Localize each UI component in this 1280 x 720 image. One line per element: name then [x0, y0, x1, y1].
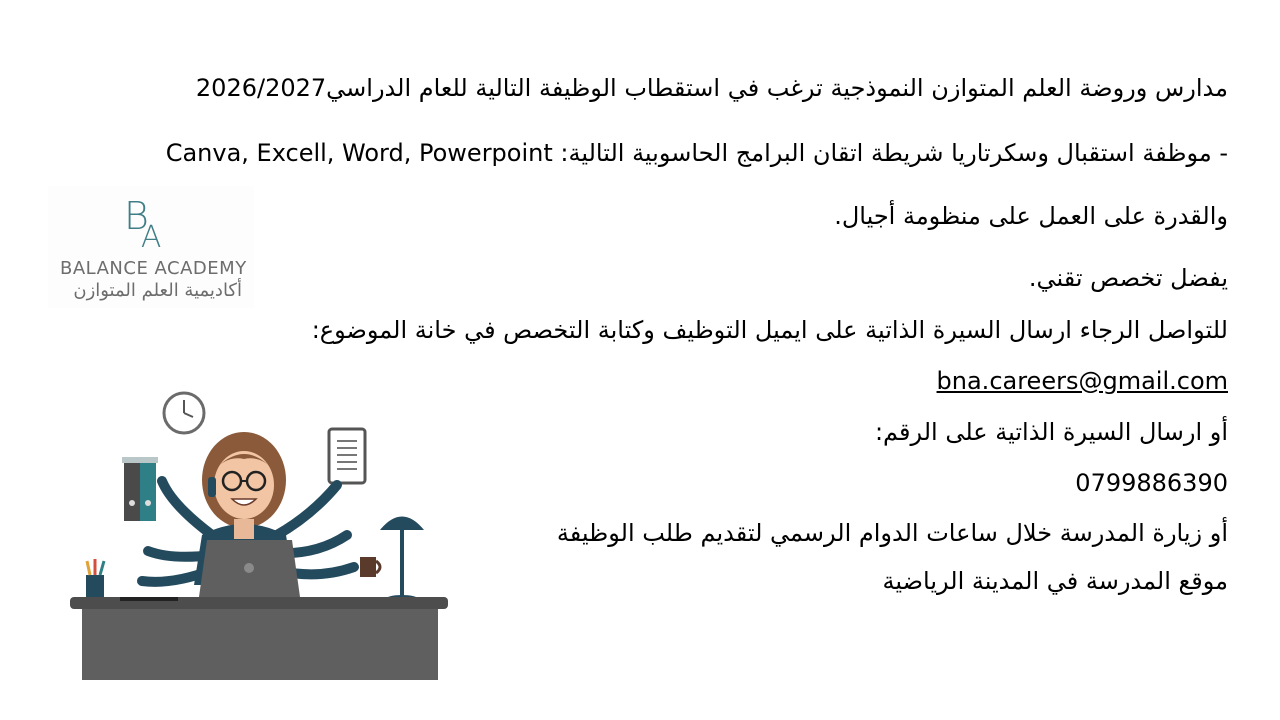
binder-icon	[122, 457, 158, 521]
job-requirement: - موظفة استقبال وسكرتاريا شريطة اتقان البرامج الحاسوبية التالية: Canva, Excell, Word, Powerpoint	[165, 139, 1228, 167]
receptionist-illustration	[62, 385, 452, 680]
logo-name-ar: أكاديمية العلم المتوازن	[73, 280, 242, 301]
balance-academy-logo	[48, 186, 254, 308]
visit-instructions: أو زيارة المدرسة خلال ساعات الدوام الرسمي لتقديم طلب الوظيفة	[556, 519, 1228, 547]
clock-icon	[164, 393, 204, 433]
mug-icon	[360, 557, 380, 577]
preference-text: يفضل تخصص تقني.	[1028, 264, 1228, 292]
contact-instructions: للتواصل الرجاء ارسال السيرة الذاتية على ايميل التوظيف وكتابة التخصص في خانة الموضوع:	[311, 316, 1228, 344]
logo-name-en: BALANCE ACADEMY	[60, 258, 247, 279]
logo-monogram: $B_A$	[124, 194, 160, 255]
email-link[interactable]: bna.careers@gmail.com	[936, 367, 1228, 395]
phone-number: 0799886390	[1075, 469, 1228, 497]
job-requirement-cont: والقدرة على العمل على منظومة أجيال.	[834, 202, 1228, 230]
laptop-icon	[199, 540, 300, 597]
announcement-heading: مدارس وروضة العلم المتوازن النموذجية ترغب في استقطاب الوظيفة التالية للعام الدراسي2026/2027	[195, 74, 1228, 102]
phone-instructions: أو ارسال السيرة الذاتية على الرقم:	[874, 418, 1228, 446]
pencil-cup-icon	[86, 559, 104, 599]
school-location: موقع المدرسة في المدينة الرياضية	[882, 567, 1228, 595]
document-icon	[329, 429, 365, 483]
lamp-icon	[380, 517, 424, 604]
